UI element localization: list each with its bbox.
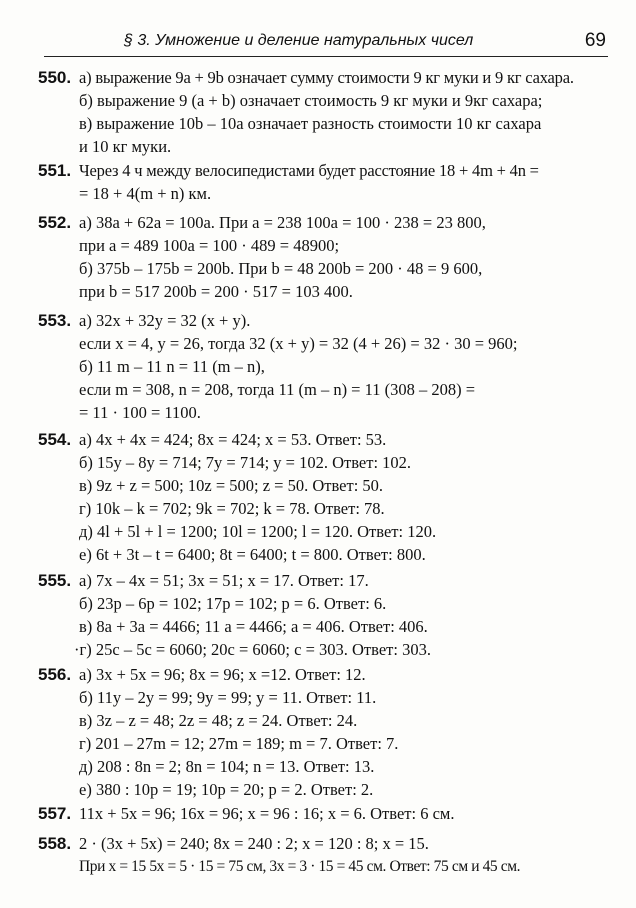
solution-line: б) 11y – 2y = 99; 9y = 99; y = 11. Ответ: 11. — [79, 688, 377, 707]
solution-line: в) выражение 10b – 10a означает разность стоимости 10 кг сахара — [79, 114, 542, 133]
solution-line: Через 4 ч между велосипедистами будет расстояние 18 + 4m + 4n = — [79, 161, 539, 180]
solution-line: д) 208 : 8n = 2; 8n = 104; n = 13. Ответ: 13. — [79, 757, 375, 776]
problem-number: 551. — [38, 161, 72, 180]
problem-554 — [38, 428, 613, 566]
running-header — [44, 28, 608, 57]
solution-line: в) 3z – z = 48; 2z = 48; z = 24. Ответ: 24. — [79, 711, 358, 730]
problem-number: 557. — [38, 804, 72, 823]
solution-line: б) выражение 9 (a + b) означает стоимость 9 кг муки и 9кг сахара; — [79, 91, 543, 110]
problem-number: 553. — [38, 311, 72, 330]
solution-line: б) 15y – 8y = 714; 7y = 714; y = 102. Ответ: 102. — [79, 453, 412, 472]
solution-line: е) 380 : 10p = 19; 10p = 20; p = 2. Ответ: 2. — [79, 780, 374, 799]
problem-552 — [38, 211, 613, 303]
solution-line: а) 3x + 5x = 96; 8x = 96; x =12. Ответ: 12. — [79, 665, 366, 684]
solution-line: При x = 15 5x = 5 · 15 = 75 см, 3x = 3 · 15 = 45 см. Ответ: 75 см и 45 см. — [79, 858, 521, 875]
problem-553 — [38, 309, 613, 424]
solution-line: д) 4l + 5l + l = 1200; 10l = 1200; l = 120. Ответ: 120. — [79, 522, 437, 541]
solution-line: при a = 489 100a = 100 · 489 = 48900; — [79, 236, 340, 255]
solution-line: г) 201 – 27m = 12; 27m = 189; m = 7. Ответ: 7. — [79, 734, 399, 753]
problem-number: 558. — [38, 834, 72, 853]
section-title: § 3. Умножение и деление натуральных чисел — [124, 32, 474, 49]
solution-line: ·г) 25c – 5c = 6060; 20c = 6060; c = 303. Ответ: 303. — [74, 640, 431, 659]
page-number: 69 — [584, 30, 606, 51]
solution-line: а) 32x + 32y = 32 (x + y). — [79, 311, 251, 330]
solution-line: б) 11 m – 11 n = 11 (m – n), — [79, 357, 265, 376]
solution-line: и 10 кг муки. — [79, 137, 172, 156]
solution-line: если m = 308, n = 208, тогда 11 (m – n) = 11 (308 – 208) = — [79, 380, 476, 399]
problem-558 — [38, 832, 613, 878]
solution-line: 11x + 5x = 96; 16x = 96; x = 96 : 16; x = 6. Ответ: 6 см. — [79, 804, 455, 823]
problem-number: 550. — [38, 68, 72, 87]
problem-556 — [38, 663, 613, 801]
problem-550 — [38, 66, 613, 158]
solution-line: 2 · (3x + 5x) = 240; 8x = 240 : 2; x = 120 : 8; x = 15. — [79, 834, 429, 853]
solution-line: б) 23p – 6p = 102; 17p = 102; p = 6. Ответ: 6. — [79, 594, 387, 613]
problem-555 — [38, 569, 613, 661]
solution-line: в) 8a + 3a = 4466; 11 a = 4466; a = 406. Ответ: 406. — [79, 617, 428, 636]
solution-line: а) выражение 9a + 9b означает сумму стоимости 9 кг муки и 9 кг сахара. — [79, 68, 574, 87]
solution-line: = 11 · 100 = 1100. — [79, 403, 201, 422]
problem-number: 555. — [38, 571, 72, 590]
solution-line: = 18 + 4(m + n) км. — [79, 184, 212, 203]
solution-line: в) 9z + z = 500; 10z = 500; z = 50. Ответ: 50. — [79, 476, 384, 495]
problem-551 — [38, 159, 613, 205]
solution-line: при b = 517 200b = 200 · 517 = 103 400. — [79, 282, 353, 301]
solution-line: б) 375b – 175b = 200b. При b = 48 200b = 200 · 48 = 9 600, — [79, 259, 483, 278]
problem-557 — [38, 802, 613, 825]
solution-line: если x = 4, y = 26, тогда 32 (x + y) = 32 (4 + 26) = 32 · 30 = 960; — [79, 334, 518, 353]
solution-line: а) 38a + 62a = 100a. При a = 238 100a = 100 · 238 = 23 800, — [79, 213, 486, 232]
problem-number: 556. — [38, 665, 72, 684]
problem-number: 554. — [38, 430, 72, 449]
solution-line: а) 7x – 4x = 51; 3x = 51; x = 17. Ответ: 17. — [79, 571, 369, 590]
solution-line: г) 10k – k = 702; 9k = 702; k = 78. Ответ: 78. — [79, 499, 385, 518]
solution-line: е) 6t + 3t – t = 6400; 8t = 6400; t = 800. Ответ: 800. — [79, 545, 426, 564]
problem-number: 552. — [38, 213, 72, 232]
solution-line: а) 4x + 4x = 424; 8x = 424; x = 53. Ответ: 53. — [79, 430, 387, 449]
